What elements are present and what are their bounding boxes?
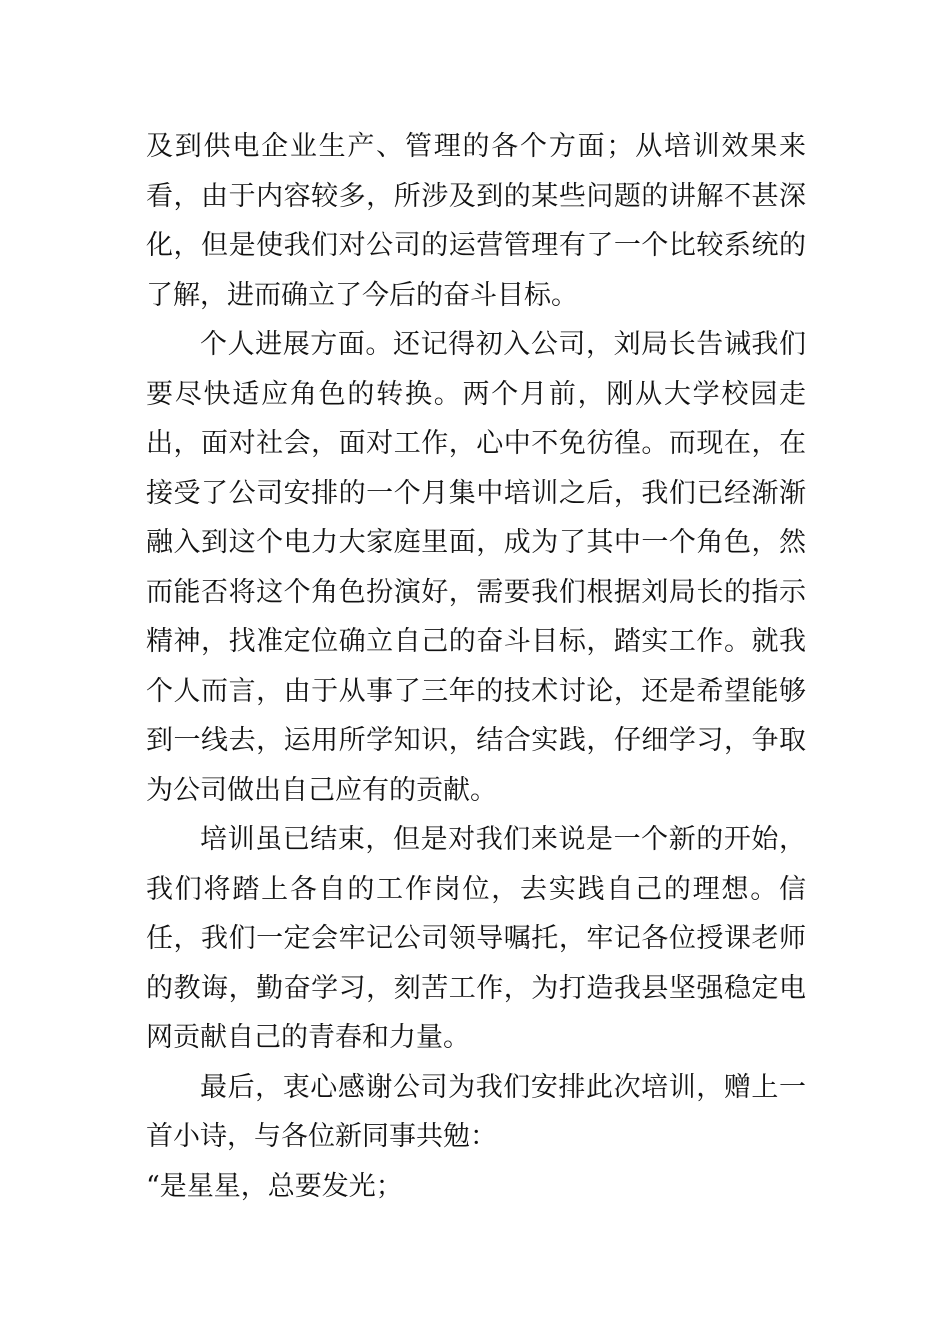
paragraph-training-ended: 培训虽已结束，但是对我们来说是一个新的开始，我们将踏上各自的工作岗位，去实践自己的理想。信任，我们一定会牢记公司领导嘱托，牢记各位授课老师的教诲，勤奋学习，刻苦工作，为打造我县坚强稳定电网贡献自己的青春和力量。 <box>146 824 806 1053</box>
document-body <box>146 122 806 1211</box>
paragraph-closing-thanks: 最后，衷心感谢公司为我们安排此次培训，赠上一首小诗，与各位新同事共勉： <box>146 1071 806 1152</box>
paragraph-personal-development: 个人进展方面。还记得初入公司，刘局长告诫我们要尽快适应角色的转换。两个月前，刚从大学校园走出，面对社会，面对工作，心中不免彷徨。而现在，在接受了公司安排的一个月集中培训之后，我们已经渐渐融入到这个电力大家庭里面，成为了其中一个角色，然而能否将这个角色扮演好，需要我们根据刘局长的指示精神，找准定位确立自己的奋斗目标，踏实工作。就我个人而言，由于从事了三年的技术讨论，还是希望能够到一线去，运用所学知识，结合实践，仔细学习，争取为公司做出自己应有的贡献。 <box>146 329 806 806</box>
poem-line: “是星星，总要发光； <box>146 1170 403 1202</box>
paragraph-continuation: 及到供电企业生产、管理的各个方面；从培训效果来看，由于内容较多，所涉及到的某些问题的讲解不甚深化，但是使我们对公司的运营管理有了一个比较系统的了解，进而确立了今后的奋斗目标。 <box>146 131 806 311</box>
